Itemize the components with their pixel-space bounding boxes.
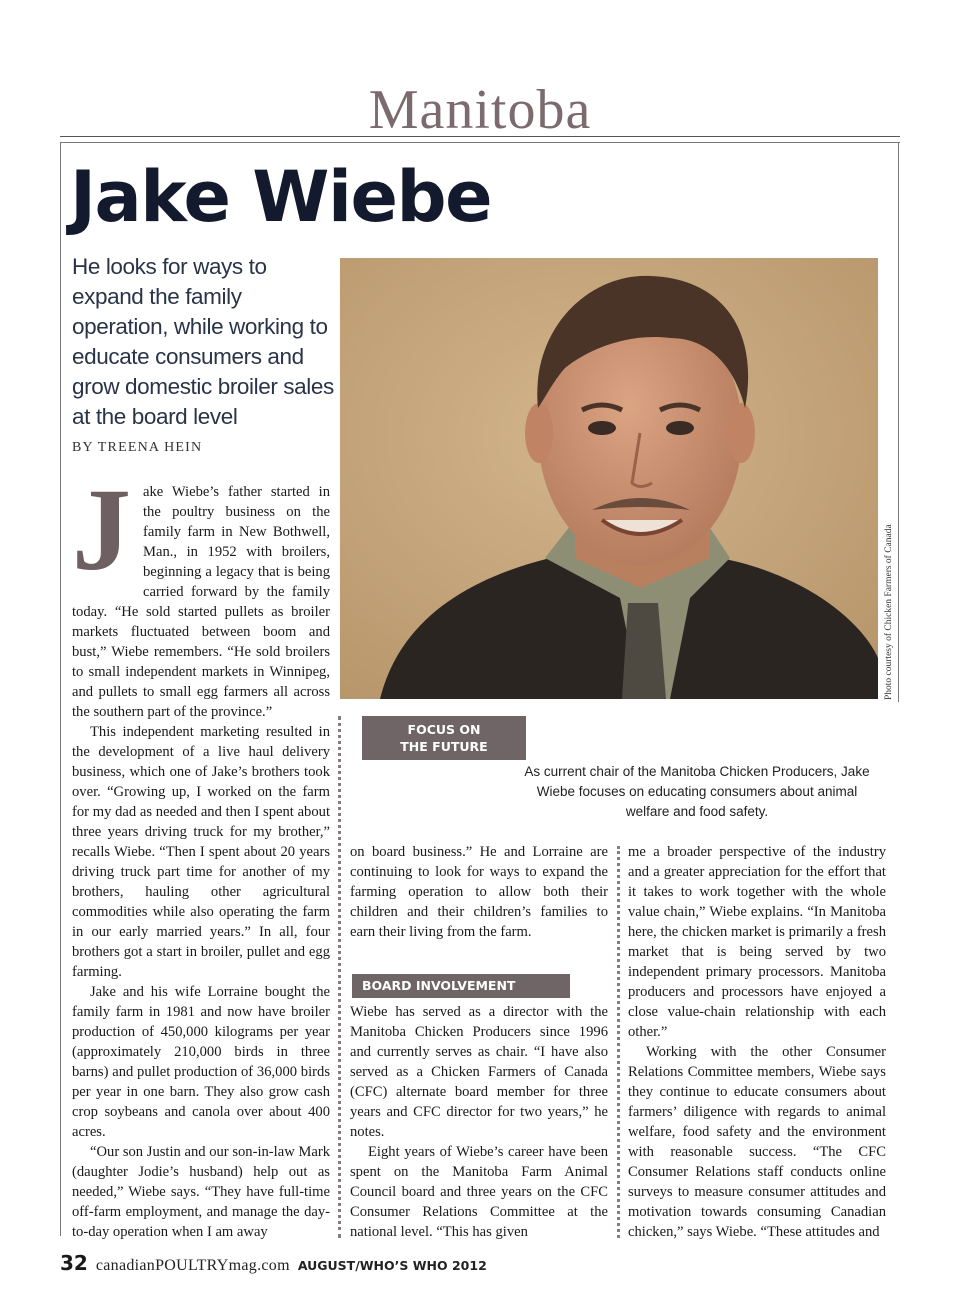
article-deck: He looks for ways to expand the family operation, while working to educate consumers and grow domestic broiler sales at the board level [72, 254, 334, 429]
frame-top-rule [60, 142, 900, 143]
subhead-board-involvement: BOARD INVOLVEMENT [352, 974, 570, 998]
column-divider-dots [338, 716, 341, 1238]
paragraph: Jake and his wife Lorraine bought the family farm in 1981 and now have broiler production of 450,000 kilograms per year (approximately 210,000 birds in three barns) and pullet production of 36,000 birds per year in one barn. They also grow cash crop soybeans and canola over about 400 acres. [72, 984, 330, 1140]
article-headline: Jake Wiebe [70, 156, 492, 238]
paragraph: ake Wiebe’s father started in the poultry business on the family farm in New Bothwell, Man., in 1952 with broilers, beginning a legacy that is being carried forward by the family today. “He sold started pullets as broiler markets fluctuated between boom and bust,” Wiebe remembers. “He sold broilers to small independent markets in Winnipeg, and pullets to small egg farmers all across the southern part of the province.” [72, 484, 330, 720]
article-column-2 [350, 842, 608, 942]
focus-label-line: THE FUTURE [400, 739, 488, 754]
footer-site: canadianPOULTRYmag.com [95, 1257, 290, 1274]
frame-left-rule [60, 142, 61, 1236]
column-divider-dots [617, 846, 620, 1238]
paragraph: Wiebe has served as a director with the Manitoba Chicken Producers since 1996 and currently serves as chair. “I have also served as a Chicken Farmers of Canada (CFC) alternate board member for three years and CFC director for two years,” he notes. [350, 1004, 608, 1140]
article-column-1 [72, 464, 330, 1242]
section-region-title: Manitoba [368, 79, 592, 141]
header-rule [60, 136, 900, 137]
page-number: 32 [60, 1251, 88, 1275]
article-column-2-continued [350, 1002, 608, 1242]
frame-right-rule [898, 142, 899, 702]
byline: BY TREENA HEIN [72, 440, 203, 455]
paragraph: Working with the other Consumer Relations Committee members, Wiebe says they continue to educate consumers about farmers’ diligence with regards to animal welfare, food safety and the environment with reasonable success. “The CFC Consumer Relations staff conducts online surveys to measure consumer attitudes and motivation towards consuming Canadian chicken,” says Wiebe. “These attitudes and [628, 1044, 886, 1240]
paragraph: This independent marketing resulted in the development of a live haul delivery business, which one of Jake’s brothers took over. “Growing up, I worked on the farm for my dad as needed and then I spent about three years driving truck for my brother,” recalls Wiebe. “Then I spent about 20 years driving truck part time for another of my brothers, hauling other agricultural commodities while also operating the farm in our early married years.” In all, four brothers got a start in broiler, pullet and egg farming. [72, 724, 330, 980]
article-column-3 [628, 842, 886, 1242]
focus-sidebar-label [362, 716, 526, 760]
photo-caption: As current chair of the Manitoba Chicken Producers, Jake Wiebe focuses on educating consumers about animal welfare and food safety. [524, 764, 870, 819]
photo-credit: Photo courtesy of Chicken Farmers of Canada [884, 524, 894, 700]
focus-label-line: FOCUS ON [407, 722, 481, 737]
paragraph: “Our son Justin and our son-in-law Mark (daughter Jodie’s husband) help out as needed,” Wiebe says. “They have full-time off-farm employment, and manage the day-to-day operation when I am away [72, 1144, 330, 1240]
footer-issue: AUGUST/WHO’S WHO 2012 [297, 1258, 487, 1273]
paragraph: me a broader perspective of the industry and a greater appreciation for the effort that it takes to work together with the whole value chain,” Wiebe explains. “In Manitoba here, the chicken market is primarily a fresh market that is being served by two independent primary processors. Manitoba producers and processors have enjoyed a close value-chain relationship with each other.” [628, 844, 886, 1040]
portrait-illustration [340, 258, 878, 699]
portrait-photo [340, 258, 878, 699]
page-footer [60, 1250, 487, 1276]
drop-cap: J [72, 464, 131, 595]
paragraph: Eight years of Wiebe’s career have been spent on the Manitoba Farm Animal Council board and three years on the CFC Consumer Relations Committee at the national level. “This has given [350, 1144, 608, 1240]
paragraph: on board business.” He and Lorraine are continuing to look for ways to expand the farming operation to allow both their children and their children’s families to earn their living from the farm. [350, 844, 608, 940]
